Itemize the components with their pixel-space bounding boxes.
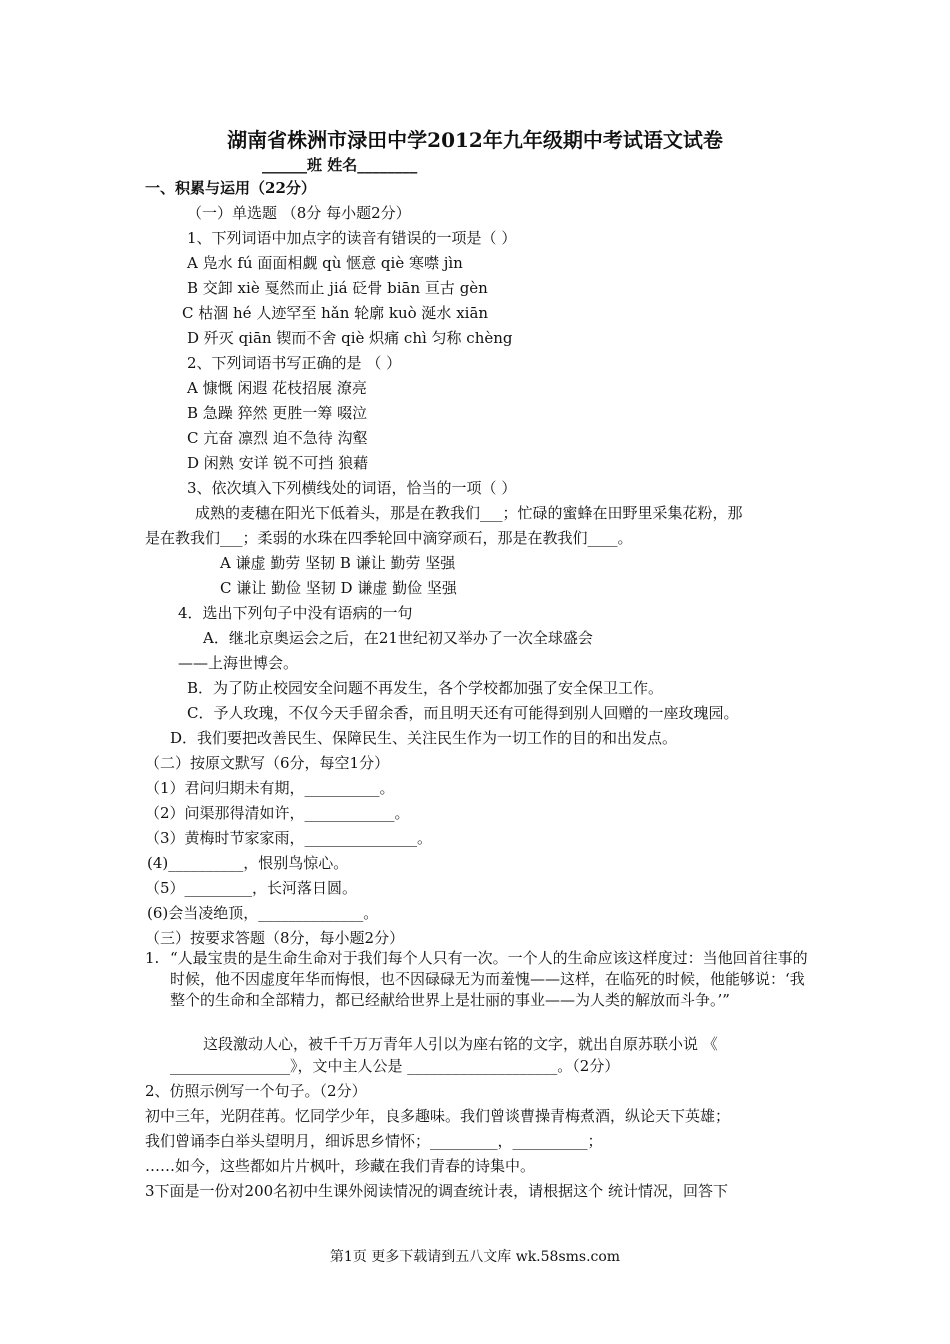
question-stem: 4．选出下列句子中没有语病的一句 (178, 604, 413, 622)
dictation-item: (6)会当凌绝顶，______________。 (147, 904, 379, 922)
question-stem: 2、仿照示例写一个句子。（2分） (145, 1082, 367, 1100)
dictation-item: (4)__________，恨别鸟惊心。 (147, 854, 349, 872)
option-line: A 慷慨 闲遐 花枝招展 潦亮 (187, 379, 367, 397)
passage-line: ________________》，文中主人公是 ____________________。（2分） (170, 1057, 620, 1075)
option-line: C 亢奋 凛烈 迫不急待 沟壑 (187, 429, 368, 447)
quote-paragraph: “人最宝贵的是生命生命对于我们每个人只有一次。一个人的生命应该这样度过：当他回首往事的时候，他不因虚度年华而悔恨，也不因碌碌无为而羞愧——这样，在临死的时候，他能够说：‘我整个的生命和全部精力，都已经献给世界上是壮丽的事业——为人类的解放而斗争。’” (170, 949, 808, 1009)
passage-line: 我们曾诵李白举头望明月，细诉思乡情怀；_________，__________； (145, 1132, 603, 1150)
option-line: A．继北京奥运会之后，在21世纪初又举办了一次全球盛会 (203, 629, 593, 647)
dictation-item: （1）君问归期未有期，__________。 (145, 779, 395, 797)
subsection-heading: （三）按要求答题（8分，每小题2分） (145, 929, 405, 947)
page-title: 湖南省株洲市渌田中学2012年九年级期中考试语文试卷 (227, 128, 723, 152)
question-stem: 2、下列词语书写正确的是 （ ） (187, 354, 402, 372)
dictation-item: （3）黄梅时节家家雨，_______________。 (145, 829, 433, 847)
subsection-heading: （一）单选题 （8分 每小题2分） (187, 204, 411, 222)
option-line: C 枯涸 hé 人迹罕至 hǎn 轮廓 kuò 涎水 xiān (182, 304, 489, 322)
section-heading: 一、积累与运用（22分） (145, 179, 316, 197)
option-line: A 凫水 fú 面面相觑 qù 惬意 qiè 寒噤 jìn (187, 254, 463, 272)
option-line: B．为了防止校园安全问题不再发生，各个学校都加强了安全保卫工作。 (187, 679, 664, 697)
class-name-line: ______班 姓名________ (262, 156, 418, 174)
dictation-item: （5）_________，长河落日圆。 (145, 879, 358, 897)
subsection-heading: （二）按原文默写（6分，每空1分） (145, 754, 390, 772)
option-line: ——上海世博会。 (178, 654, 299, 672)
page-footer: 第1页 更多下载请到五八文库 wk.58sms.com (329, 1249, 621, 1265)
option-line: D 歼灭 qiān 锲而不舍 qiè 炽痛 chì 匀称 chèng (187, 329, 513, 347)
option-line: B 交卸 xiè 戛然而止 jiá 砭骨 biān 亘古 gèn (187, 279, 488, 297)
option-line: B 急躁 猝然 更胜一筹 啜泣 (187, 404, 368, 422)
dictation-item: （2）问渠那得清如许，____________。 (145, 804, 410, 822)
option-line: D 闲熟 安详 锐不可挡 狼藉 (187, 454, 369, 472)
question-stem: 3下面是一份对200名初中生课外阅读情况的调查统计表，请根据这个 统计情况，回答下 (145, 1182, 728, 1200)
option-line: A 谦虚 勤劳 坚韧 B 谦让 勤劳 坚强 (220, 554, 456, 572)
passage-line: 初中三年，光阴荏苒。忆同学少年，良多趣味。我们曾谈曹操青梅煮酒，纵论天下英雄； (145, 1107, 731, 1125)
passage-line: 这段激动人心，被千千万万青年人引以为座右铭的文字，就出自原苏联小说 《 (203, 1035, 718, 1053)
question-stem: 3、依次填入下列横线处的词语，恰当的一项（ ） (187, 479, 517, 497)
question-stem: 1、下列词语中加点字的读音有错误的一项是（ ） (187, 229, 517, 247)
passage-line: 成熟的麦穗在阳光下低着头，那是在教我们___；忙碌的蜜蜂在田野里采集花粉，那 (195, 504, 743, 522)
passage-line: ……如今，这些都如片片枫叶，珍藏在我们青春的诗集中。 (145, 1157, 536, 1175)
option-line: D．我们要把改善民生、保障民生、关注民生作为一切工作的目的和出发点。 (170, 729, 678, 747)
passage-line: 是在教我们___；柔弱的水珠在四季轮回中滴穿顽石，那是在教我们____。 (145, 529, 633, 547)
option-line: C．予人玫瑰，不仅今天手留余香，而且明天还有可能得到别人回赠的一座玫瑰园。 (187, 704, 739, 722)
question-number: 1. (145, 949, 160, 967)
option-line: C 谦让 勤俭 坚韧 D 谦虚 勤俭 坚强 (220, 579, 457, 597)
